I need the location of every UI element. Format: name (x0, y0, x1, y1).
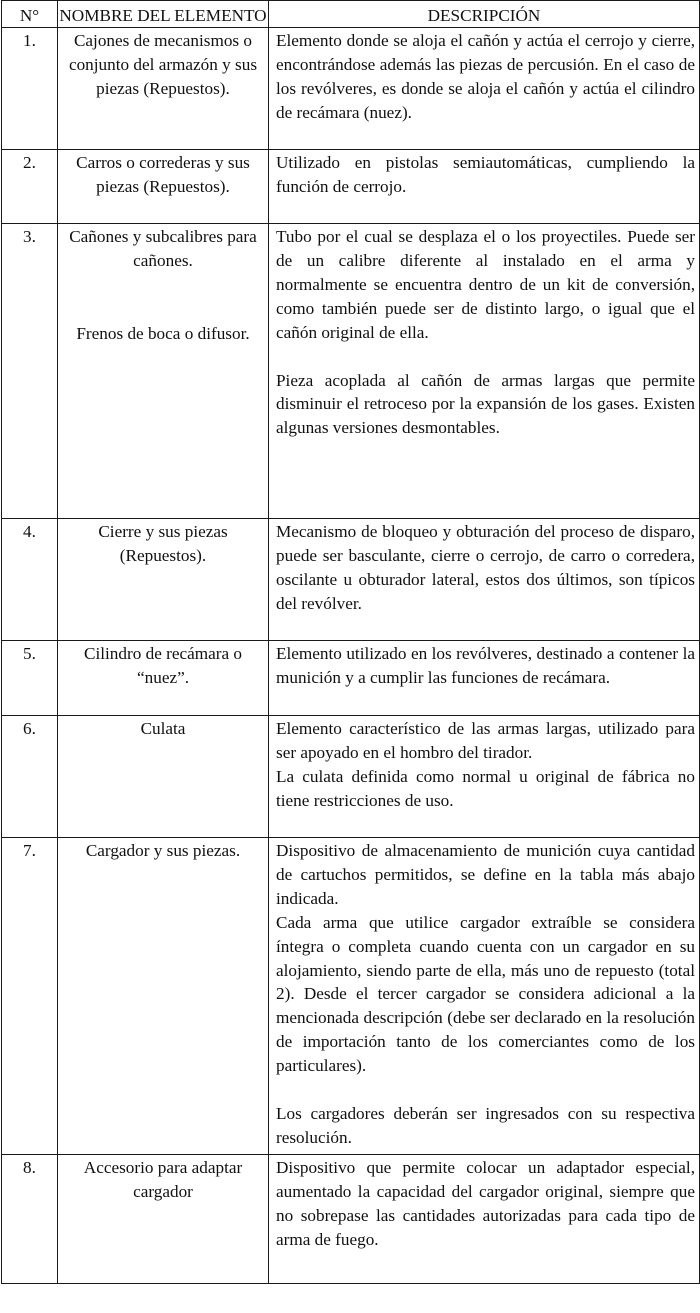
element-description: Tubo por el cual se desplaza el o los proyectiles. Puede ser de un calibre diferente al instalado en el arma y normalmente se encuentra dentro de un kit de conversión, como también puede ser de distinto largo, o igual que el cañón original de ella. Pieza acoplada al cañón de armas largas que permite disminuir el retroceso por la expansión de los gases. Existen algunas versiones desmontables. (269, 224, 700, 519)
row-number: 1. (2, 28, 58, 150)
row-number: 5. (2, 641, 58, 716)
element-description: Dispositivo de almacenamiento de munición cuya cantidad de cartuchos permitidos, se define en la tabla más abajo indicada. Cada arma que utilice cargador extraíble se considera íntegra o completa cuando cuenta con un cargador en su alojamiento, siendo parte de ella, más uno de repuesto (total 2). Desde el tercer cargador se considera adicional a la mencionada descripción (debe ser declarado en la resolución de importación tanto de los comerciantes como de los particulares). Los cargadores deberán ser ingresados con su respectiva resolución. (269, 838, 700, 1155)
row-number: 7. (2, 838, 58, 1155)
table-row (2, 1154, 700, 1283)
element-name: Cañones y subcalibres para cañones. Frenos de boca o difusor. (58, 224, 269, 519)
table-row (2, 641, 700, 716)
element-name: Cierre y sus piezas (Repuestos). (58, 519, 269, 641)
row-number: 6. (2, 716, 58, 838)
element-name: Accesorio para adaptar cargador (58, 1154, 269, 1283)
element-description: Elemento utilizado en los revólveres, destinado a contener la munición y a cumplir las funciones de recámara. (269, 641, 700, 716)
element-description: Elemento característico de las armas largas, utilizado para ser apoyado en el hombro del tirador. La culata definida como normal u original de fábrica no tiene restricciones de uso. (269, 716, 700, 838)
element-description: Elemento donde se aloja el cañón y actúa el cerrojo y cierre, encontrándose además las piezas de percusión. En el caso de los revólveres, es donde se aloja el cañón y actúa el cilindro de recámara (nuez). (269, 28, 700, 150)
table-row (2, 150, 700, 224)
table-row (2, 716, 700, 838)
element-name: Cajones de mecanismos o conjunto del armazón y sus piezas (Repuestos). (58, 28, 269, 150)
table-header-row (2, 1, 700, 28)
element-name: Cilindro de recámara o “nuez”. (58, 641, 269, 716)
row-number: 3. (2, 224, 58, 519)
element-description: Mecanismo de bloqueo y obturación del proceso de disparo, puede ser basculante, cierre o cerrojo, de carro o corredera, oscilante u obturador lateral, estos dos últimos, son típicos del revólver. (269, 519, 700, 641)
row-number: 4. (2, 519, 58, 641)
element-name: Culata (58, 716, 269, 838)
row-number: 8. (2, 1154, 58, 1283)
row-number: 2. (2, 150, 58, 224)
table-row (2, 28, 700, 150)
table-row (2, 519, 700, 641)
elements-table (1, 0, 700, 1284)
element-description: Dispositivo que permite colocar un adaptador especial, aumentado la capacidad del cargador original, siempre que no sobrepase las cantidades autorizadas para cada tipo de arma de fuego. (269, 1154, 700, 1283)
element-description: Utilizado en pistolas semiautomáticas, cumpliendo la función de cerrojo. (269, 150, 700, 224)
table-row (2, 838, 700, 1155)
header-element-name: NOMBRE DEL ELEMENTO (58, 1, 269, 28)
table-row (2, 224, 700, 519)
header-number: N° (2, 1, 58, 28)
element-name: Carros o correderas y sus piezas (Repuestos). (58, 150, 269, 224)
element-name: Cargador y sus piezas. (58, 838, 269, 1155)
header-description: DESCRIPCIÓN (269, 1, 700, 28)
